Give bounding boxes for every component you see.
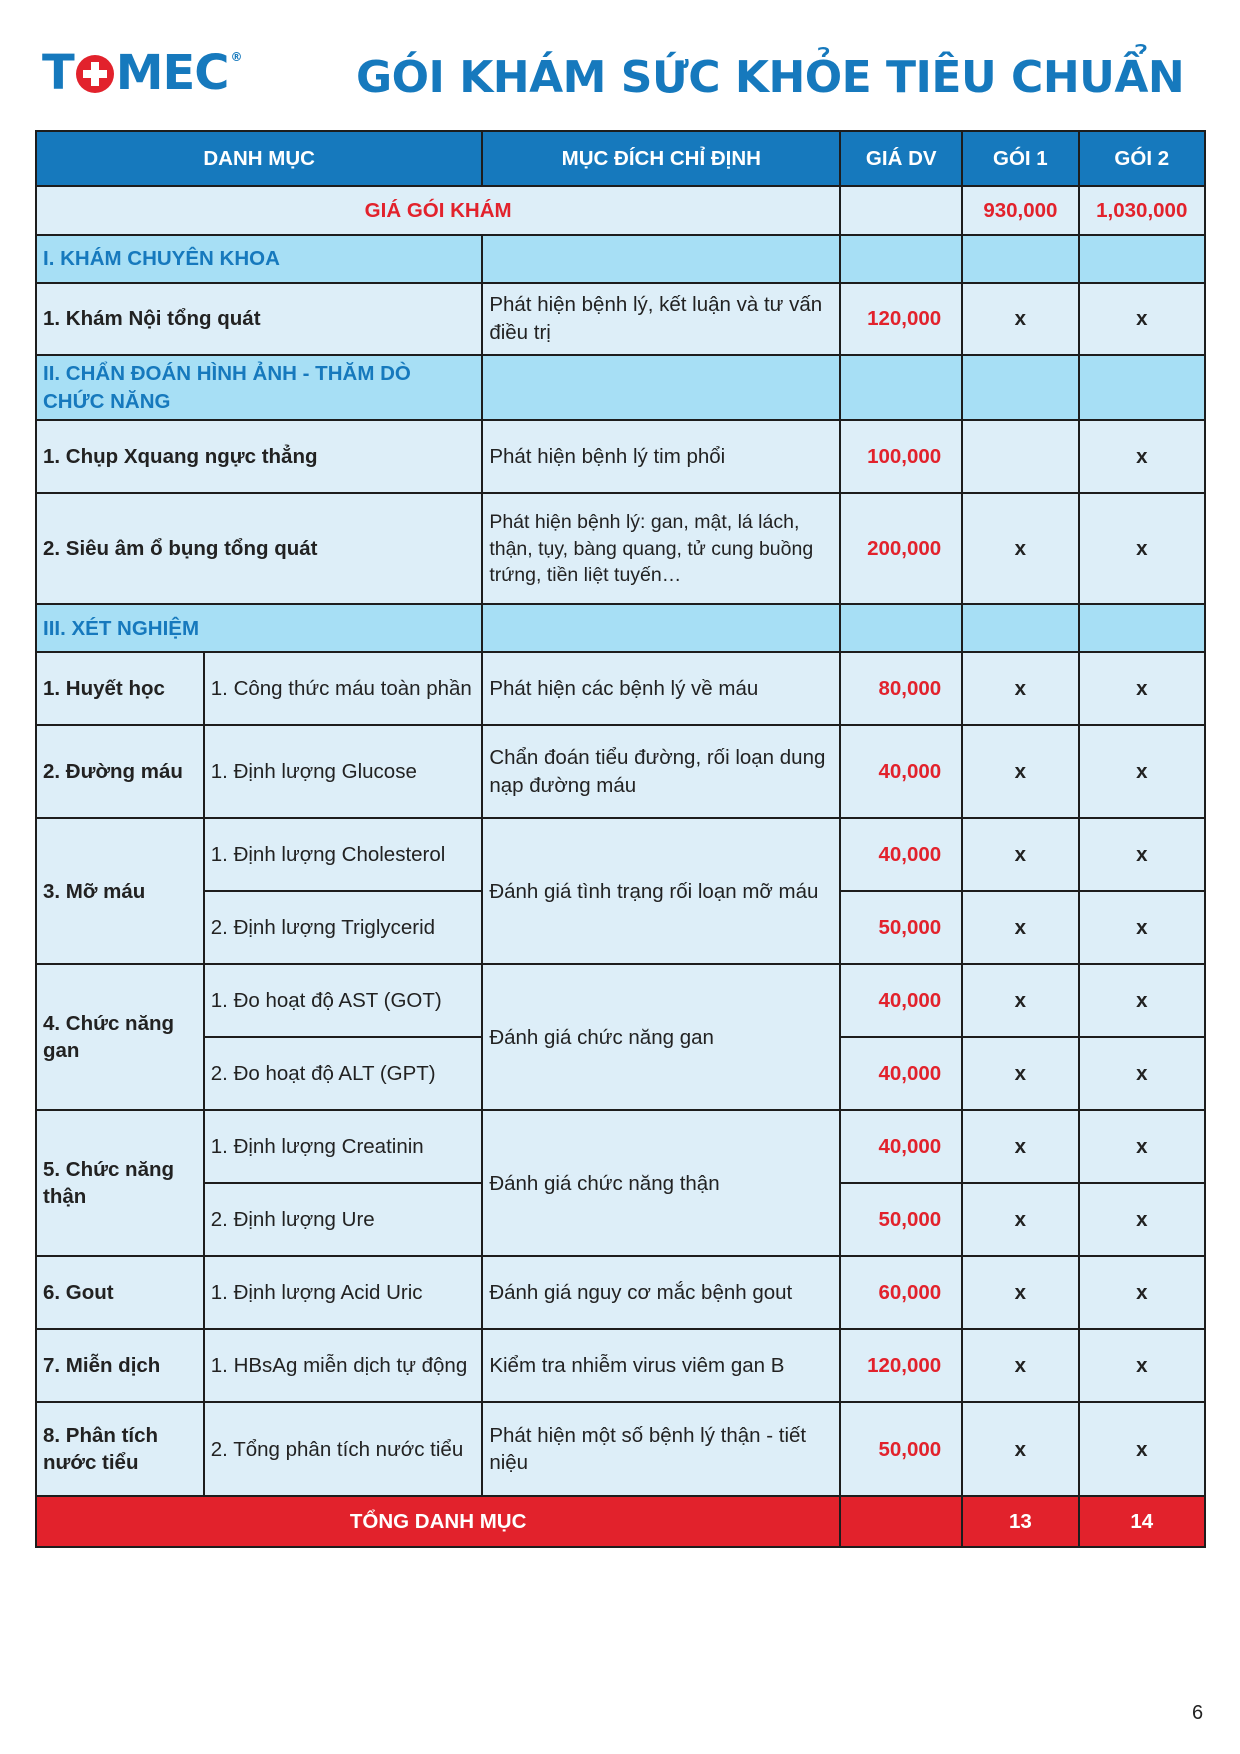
test-name: 1. Công thức máu toàn phần [204,652,483,725]
test-goi-1: x [962,1402,1078,1496]
table-row [36,283,1205,355]
test-price: 80,000 [840,652,962,725]
test-price: 120,000 [840,1329,962,1402]
item-purpose: Phát hiện bệnh lý tim phổi [482,420,840,493]
page-number: 6 [1192,1702,1204,1724]
test-purpose: Đánh giá chức năng gan [482,964,840,1110]
test-goi-2: x [1079,1183,1205,1256]
test-price: 40,000 [840,964,962,1037]
test-purpose: Phát hiện một số bệnh lý thận - tiết niệu [482,1402,840,1496]
header-danh-muc: DANH MỤC [36,131,482,186]
test-name: 1. Định lượng Creatinin [204,1110,483,1183]
test-purpose: Đánh giá tình trạng rối loạn mỡ máu [482,818,840,964]
test-price: 60,000 [840,1256,962,1329]
test-name: 1. HBsAg miễn dịch tự động [204,1329,483,1402]
test-goi-2: x [1079,1402,1205,1496]
test-goi-1: x [962,652,1078,725]
test-group: 2. Đường máu [36,725,204,818]
test-purpose: Phát hiện các bệnh lý về máu [482,652,840,725]
test-name: 2. Định lượng Triglycerid [204,891,483,964]
test-purpose: Chẩn đoán tiểu đường, rối loạn dung nạp đường máu [482,725,840,818]
package-price-empty [840,186,962,235]
test-goi-1: x [962,891,1078,964]
registered-mark: ® [230,50,242,64]
header-gia-dv: GIÁ DV [840,131,962,186]
item-goi-1 [962,420,1078,493]
test-price: 50,000 [840,1183,962,1256]
total-goi-2: 14 [1079,1496,1205,1547]
package-price-goi-1: 930,000 [962,186,1078,235]
test-name: 2. Định lượng Ure [204,1183,483,1256]
item-price: 120,000 [840,283,962,355]
table-row [36,964,1205,1037]
total-goi-1: 13 [962,1496,1078,1547]
test-purpose: Đánh giá nguy cơ mắc bệnh gout [482,1256,840,1329]
table-row [36,420,1205,493]
test-group: 8. Phân tích nước tiểu [36,1402,204,1496]
test-goi-2: x [1079,1110,1205,1183]
test-goi-1: x [962,1110,1078,1183]
test-name: 1. Định lượng Cholesterol [204,818,483,891]
table-header [36,131,1205,186]
test-goi-2: x [1079,1037,1205,1110]
test-group: 7. Miễn dịch [36,1329,204,1402]
section-title: II. CHẨN ĐOÁN HÌNH ẢNH - THĂM DÒ CHỨC NĂNG [36,355,482,420]
item-purpose: Phát hiện bệnh lý, kết luận và tư vấn điều trị [482,283,840,355]
test-goi-1: x [962,1329,1078,1402]
total-row [36,1496,1205,1547]
test-group: 6. Gout [36,1256,204,1329]
test-goi-1: x [962,1183,1078,1256]
header-goi-1: GÓI 1 [962,131,1078,186]
section-title: III. XÉT NGHIỆM [36,604,482,652]
logo-text-t: T [42,45,74,101]
item-name: 1. Chụp Xquang ngực thẳng [36,420,482,493]
test-group: 4. Chức năng gan [36,964,204,1110]
header-muc-dich: MỤC ĐÍCH CHỈ ĐỊNH [482,131,840,186]
test-price: 40,000 [840,1037,962,1110]
test-group: 3. Mỡ máu [36,818,204,964]
total-empty [840,1496,962,1547]
table-row [36,493,1205,604]
section-row [36,355,1205,420]
item-goi-2: x [1079,493,1205,604]
item-goi-1: x [962,283,1078,355]
test-goi-1: x [962,1037,1078,1110]
total-label: TỔNG DANH MỤC [36,1496,840,1547]
section-row [36,604,1205,652]
test-group: 1. Huyết học [36,652,204,725]
item-purpose: Phát hiện bệnh lý: gan, mật, lá lách, thận, tụy, bàng quang, tử cung buồng trứng, tiền liệt tuyến… [482,493,840,604]
test-price: 50,000 [840,891,962,964]
table-row [36,1329,1205,1402]
item-price: 100,000 [840,420,962,493]
item-goi-2: x [1079,420,1205,493]
item-goi-1: x [962,493,1078,604]
test-name: 2. Đo hoạt độ ALT (GPT) [204,1037,483,1110]
page-title: GÓI KHÁM SỨC KHỎE TIÊU CHUẨN [356,52,1185,103]
test-price: 50,000 [840,1402,962,1496]
section-row [36,235,1205,283]
test-purpose: Đánh giá chức năng thận [482,1110,840,1256]
table-row [36,1256,1205,1329]
test-price: 40,000 [840,818,962,891]
medical-cross-icon [76,55,114,93]
section-title: I. KHÁM CHUYÊN KHOA [36,235,482,283]
test-goi-1: x [962,725,1078,818]
test-goi-1: x [962,1256,1078,1329]
test-group: 5. Chức năng thận [36,1110,204,1256]
logo-text-mec: MEC [115,45,229,101]
test-goi-1: x [962,818,1078,891]
tomec-logo [42,45,242,101]
test-goi-2: x [1079,652,1205,725]
test-price: 40,000 [840,1110,962,1183]
package-table [35,130,1206,1548]
package-price-row [36,186,1205,235]
item-name: 2. Siêu âm ổ bụng tổng quát [36,493,482,604]
item-name: 1. Khám Nội tổng quát [36,283,482,355]
test-goi-2: x [1079,891,1205,964]
test-name: 1. Đo hoạt độ AST (GOT) [204,964,483,1037]
test-purpose: Kiểm tra nhiễm virus viêm gan B [482,1329,840,1402]
test-name: 1. Định lượng Acid Uric [204,1256,483,1329]
table-row [36,652,1205,725]
test-goi-2: x [1079,725,1205,818]
package-price-goi-2: 1,030,000 [1079,186,1205,235]
test-name: 2. Tổng phân tích nước tiểu [204,1402,483,1496]
item-goi-2: x [1079,283,1205,355]
item-price: 200,000 [840,493,962,604]
test-goi-2: x [1079,964,1205,1037]
test-price: 40,000 [840,725,962,818]
table-row [36,1402,1205,1496]
package-price-label: GIÁ GÓI KHÁM [36,186,840,235]
test-name: 1. Định lượng Glucose [204,725,483,818]
table-row [36,725,1205,818]
test-goi-2: x [1079,818,1205,891]
table-row [36,1110,1205,1183]
test-goi-2: x [1079,1256,1205,1329]
test-goi-2: x [1079,1329,1205,1402]
test-goi-1: x [962,964,1078,1037]
header-goi-2: GÓI 2 [1079,131,1205,186]
table-row [36,818,1205,891]
